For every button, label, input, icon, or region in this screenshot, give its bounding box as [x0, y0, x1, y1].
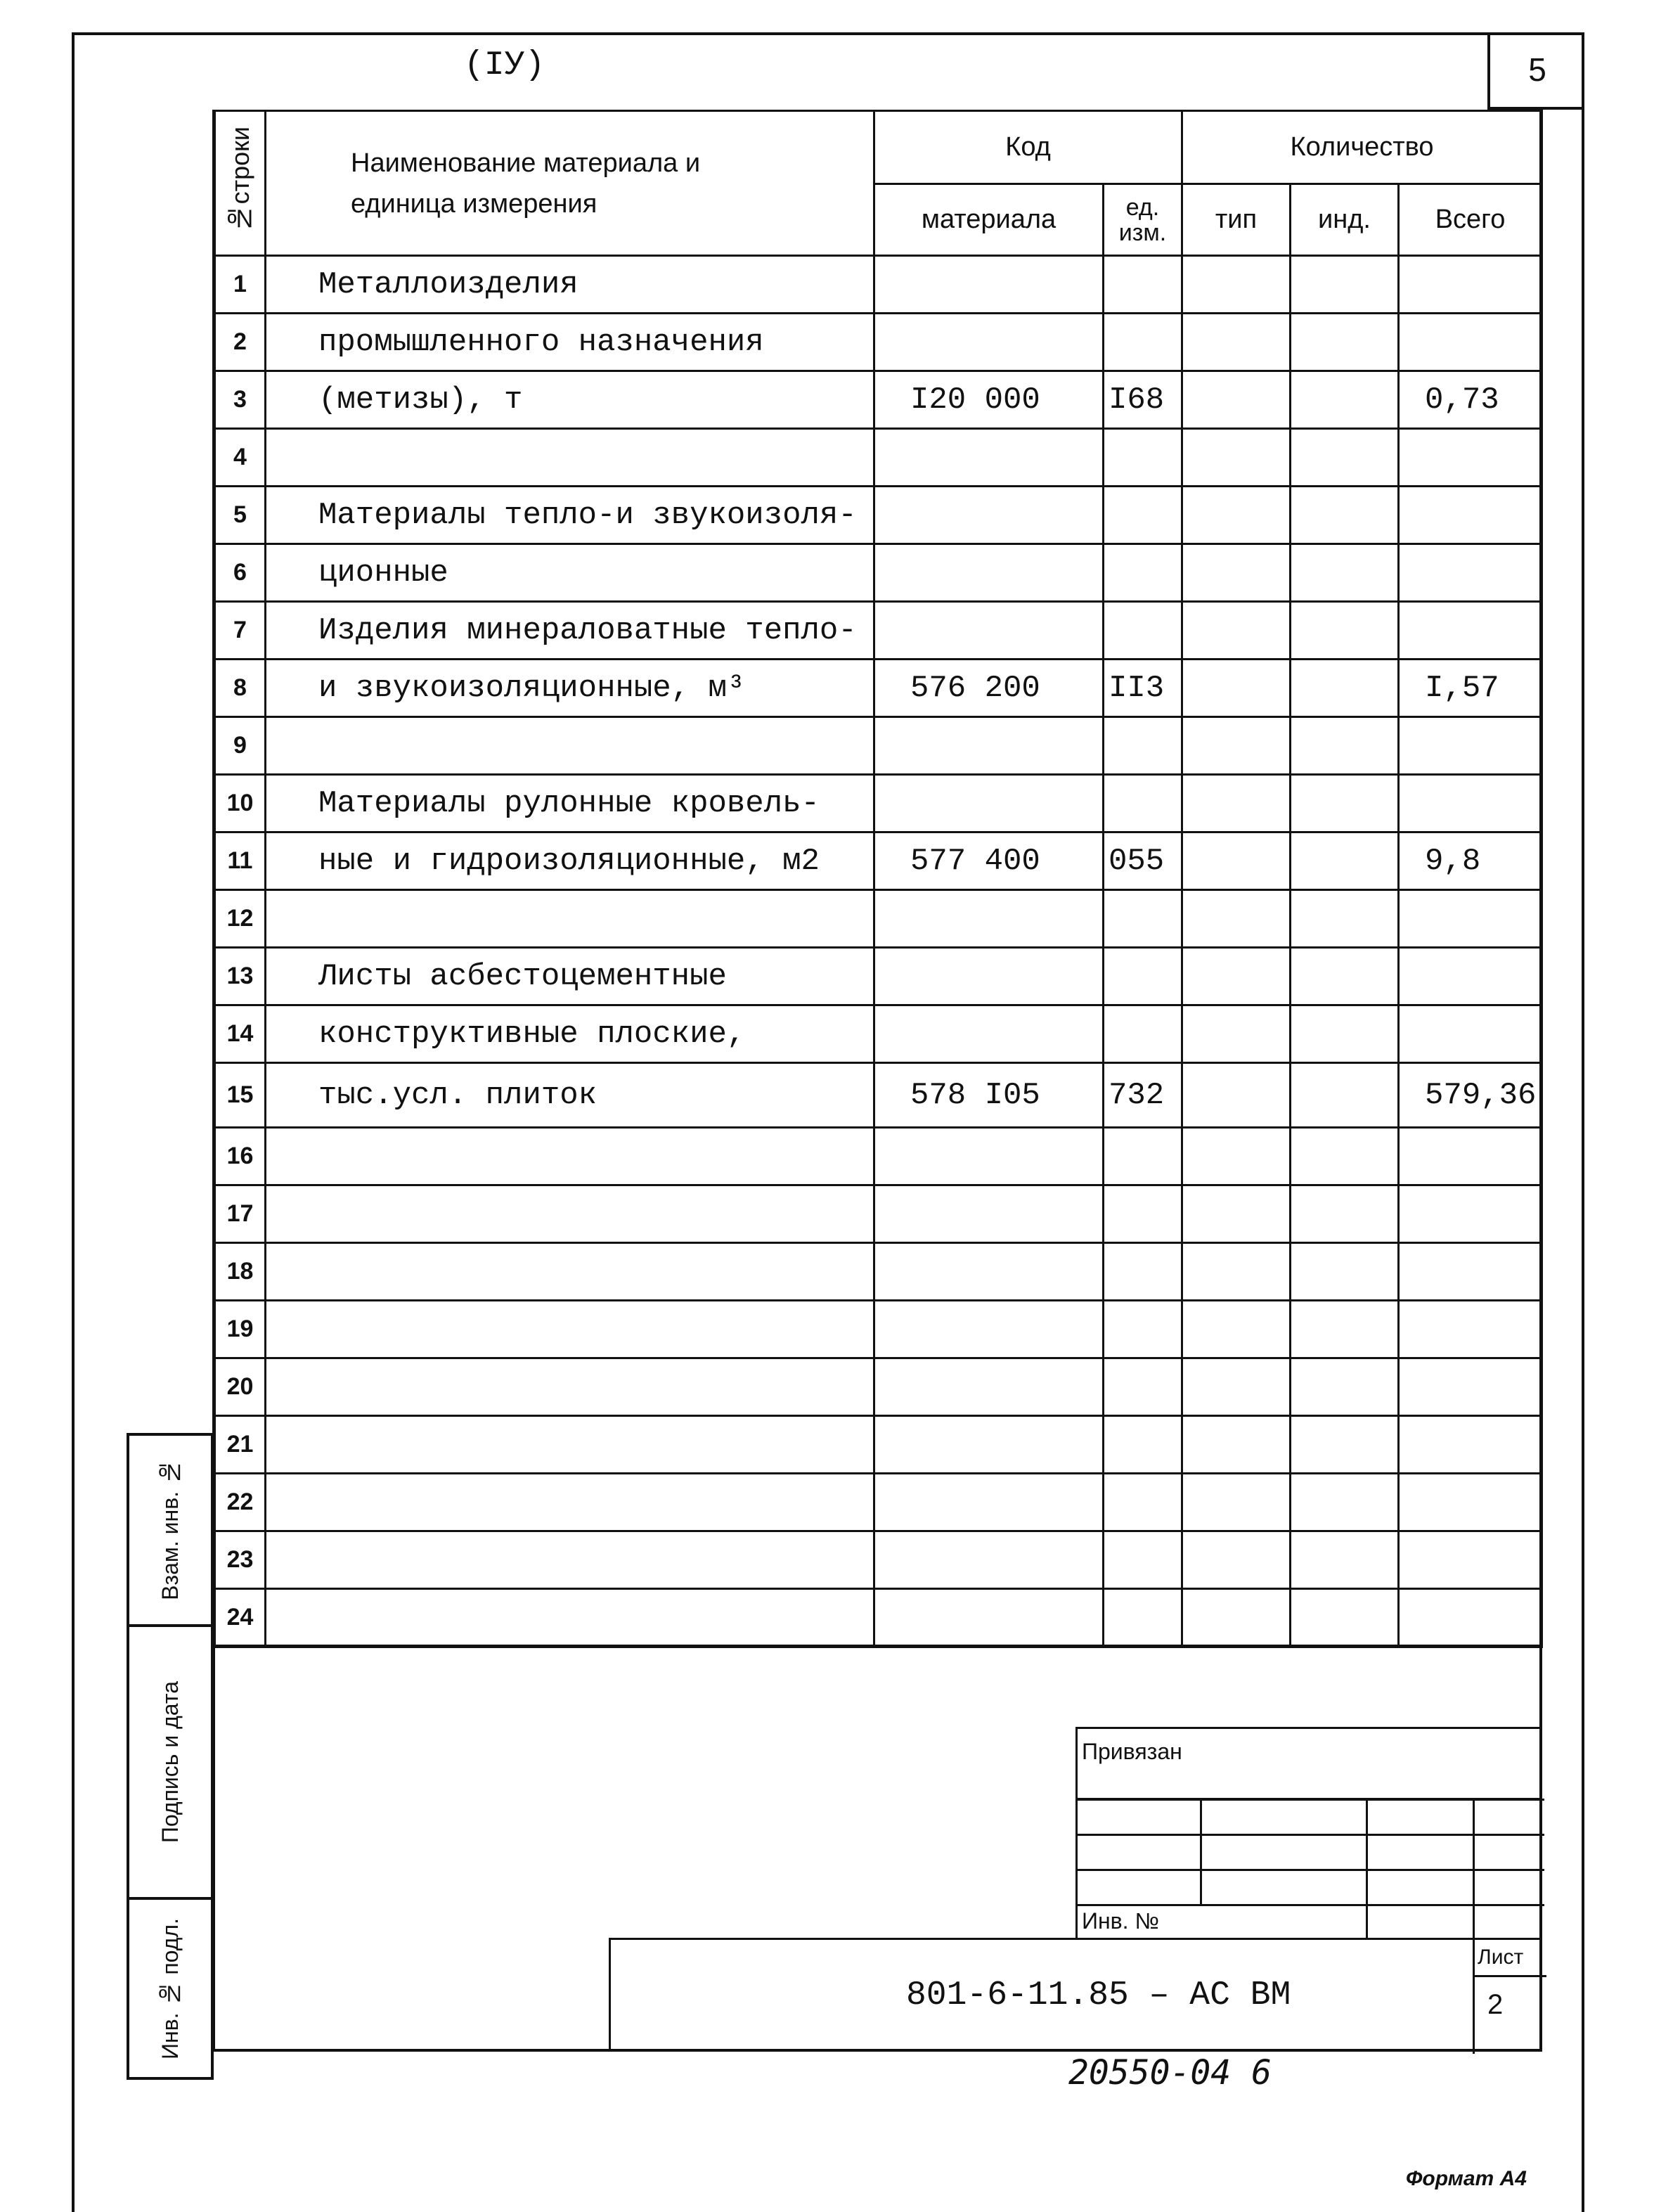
qty-type-cell — [1182, 1358, 1291, 1416]
qty-type-cell — [1182, 1128, 1291, 1185]
doc-code: 801-6-11.85 – АС ВМ — [906, 1976, 1291, 2014]
row-number-cell: 24 — [215, 1589, 266, 1647]
material-code-cell — [874, 1128, 1104, 1185]
qty-ind-cell — [1291, 314, 1399, 371]
material-code-cell — [874, 1301, 1104, 1358]
material-name-cell — [266, 717, 874, 775]
material-name-cell — [266, 1243, 874, 1301]
material-code-cell — [874, 1358, 1104, 1416]
qty-ind-cell — [1291, 948, 1399, 1005]
material-name-cell — [266, 429, 874, 487]
material-code-cell — [874, 1005, 1104, 1063]
inv-no-label: Инв. № — [1082, 1908, 1159, 1934]
qty-ind-cell — [1291, 1589, 1399, 1647]
table-row — [215, 948, 1542, 1005]
qty-ind-cell — [1291, 1185, 1399, 1243]
sheet-number-top: 5 — [1487, 32, 1584, 110]
material-name-cell: Металлоизделия — [266, 256, 874, 314]
format-label: Формат А4 — [1406, 2167, 1527, 2190]
unit-code-cell — [1104, 948, 1182, 1005]
qty-type-cell — [1182, 487, 1291, 544]
row-number-cell: 6 — [215, 544, 266, 602]
section-numeral: (IУ) — [464, 46, 545, 84]
qty-total-cell: I,57 — [1399, 660, 1542, 717]
qty-total-cell — [1399, 1531, 1542, 1589]
material-code-cell — [874, 1589, 1104, 1647]
stamp-orig-inv: Инв. № подл. — [127, 1897, 214, 2080]
row-number-cell: 14 — [215, 1005, 266, 1063]
material-code-cell — [874, 429, 1104, 487]
material-name-cell — [266, 890, 874, 948]
table-row — [215, 544, 1542, 602]
header-quantity-group: Количество — [1182, 111, 1542, 184]
material-name-cell — [266, 1301, 874, 1358]
archive-number: 20550-04 6 — [1068, 2053, 1272, 2092]
table-row — [215, 1416, 1542, 1474]
qty-type-cell — [1182, 314, 1291, 371]
qty-type-cell — [1182, 544, 1291, 602]
qty-total-cell — [1399, 890, 1542, 948]
unit-code-cell — [1104, 717, 1182, 775]
material-name-cell — [266, 1128, 874, 1185]
unit-code-cell — [1104, 256, 1182, 314]
row-number-cell: 11 — [215, 832, 266, 890]
table-row — [215, 429, 1542, 487]
qty-ind-cell — [1291, 1243, 1399, 1301]
qty-ind-cell — [1291, 660, 1399, 717]
unit-code-cell: 732 — [1104, 1063, 1182, 1128]
row-number-cell: 4 — [215, 429, 266, 487]
row-number-cell: 2 — [215, 314, 266, 371]
qty-ind-cell — [1291, 1358, 1399, 1416]
material-name-cell — [266, 1474, 874, 1531]
material-code-cell — [874, 1416, 1104, 1474]
table-row — [215, 890, 1542, 948]
qty-ind-cell — [1291, 890, 1399, 948]
qty-type-cell — [1182, 256, 1291, 314]
list-cell — [1473, 1940, 1544, 2054]
row-number-cell: 10 — [215, 775, 266, 832]
qty-ind-cell — [1291, 544, 1399, 602]
table-row — [215, 660, 1542, 717]
qty-total-cell — [1399, 602, 1542, 660]
row-number-cell: 20 — [215, 1358, 266, 1416]
qty-ind-cell — [1291, 602, 1399, 660]
qty-total-cell — [1399, 1005, 1542, 1063]
qty-total-cell — [1399, 948, 1542, 1005]
qty-ind-cell — [1291, 1301, 1399, 1358]
qty-total-cell — [1399, 1128, 1542, 1185]
material-name-cell — [266, 1358, 874, 1416]
row-number-cell: 1 — [215, 256, 266, 314]
row-number-cell: 5 — [215, 487, 266, 544]
material-name-cell: конструктивные плоские, — [266, 1005, 874, 1063]
qty-total-cell: 0,73 — [1399, 371, 1542, 429]
table-row — [215, 1128, 1542, 1185]
material-code-cell — [874, 717, 1104, 775]
material-code-cell — [874, 544, 1104, 602]
header-qty-type: тип — [1182, 184, 1291, 256]
table-row — [215, 314, 1542, 371]
qty-type-cell — [1182, 832, 1291, 890]
qty-ind-cell — [1291, 1531, 1399, 1589]
qty-type-cell — [1182, 775, 1291, 832]
unit-code-cell — [1104, 544, 1182, 602]
qty-ind-cell — [1291, 717, 1399, 775]
table-row — [215, 1531, 1542, 1589]
qty-ind-cell — [1291, 832, 1399, 890]
qty-ind-cell — [1291, 775, 1399, 832]
approval-grid — [1075, 1799, 1542, 1939]
table-row — [215, 1474, 1542, 1531]
material-name-cell: (метизы), т — [266, 371, 874, 429]
material-name-cell: Изделия минераловатные тепло- — [266, 602, 874, 660]
material-name-cell — [266, 1589, 874, 1647]
table-row — [215, 1243, 1542, 1301]
stamp-signature-date: Подпись и дата — [127, 1624, 214, 1900]
row-number-cell: 3 — [215, 371, 266, 429]
material-code-cell: 577 400 — [874, 832, 1104, 890]
row-number-cell: 9 — [215, 717, 266, 775]
row-number-cell: 19 — [215, 1301, 266, 1358]
qty-ind-cell — [1291, 487, 1399, 544]
unit-code-cell — [1104, 890, 1182, 948]
unit-code-cell: II3 — [1104, 660, 1182, 717]
material-name-cell: промышленного назначения — [266, 314, 874, 371]
material-code-cell — [874, 1185, 1104, 1243]
unit-code-cell — [1104, 775, 1182, 832]
row-number-cell: 15 — [215, 1063, 266, 1128]
unit-code-cell — [1104, 1416, 1182, 1474]
table-row — [215, 256, 1542, 314]
material-name-cell: ционные — [266, 544, 874, 602]
material-name-cell: Материалы рулонные кровель- — [266, 775, 874, 832]
row-number-cell: 12 — [215, 890, 266, 948]
list-number: 2 — [1487, 1989, 1504, 2020]
row-number-cell: 23 — [215, 1531, 266, 1589]
doc-code-box — [609, 1938, 1542, 2052]
row-number-cell: 8 — [215, 660, 266, 717]
table-row — [215, 487, 1542, 544]
qty-type-cell — [1182, 948, 1291, 1005]
qty-ind-cell — [1291, 256, 1399, 314]
unit-code-cell — [1104, 1474, 1182, 1531]
qty-type-cell — [1182, 890, 1291, 948]
unit-code-cell: I68 — [1104, 371, 1182, 429]
qty-type-cell — [1182, 1185, 1291, 1243]
qty-type-cell — [1182, 1301, 1291, 1358]
privyazan-box: Привязан — [1075, 1727, 1542, 1800]
header-code-unit: ед. изм. — [1104, 184, 1182, 256]
qty-total-cell — [1399, 256, 1542, 314]
material-name-cell: тыс.усл. плиток — [266, 1063, 874, 1128]
qty-type-cell — [1182, 1416, 1291, 1474]
material-name-cell: ные и гидроизоляционные, м2 — [266, 832, 874, 890]
qty-type-cell — [1182, 1474, 1291, 1531]
material-code-cell — [874, 256, 1104, 314]
qty-ind-cell — [1291, 1128, 1399, 1185]
qty-total-cell — [1399, 1358, 1542, 1416]
material-code-cell: 576 200 — [874, 660, 1104, 717]
qty-total-cell — [1399, 1301, 1542, 1358]
material-name-cell — [266, 1416, 874, 1474]
material-code-cell — [874, 890, 1104, 948]
material-name-cell: Материалы тепло-и звукоизоля- — [266, 487, 874, 544]
qty-total-cell — [1399, 487, 1542, 544]
material-code-cell — [874, 1474, 1104, 1531]
qty-total-cell — [1399, 429, 1542, 487]
table-row — [215, 1185, 1542, 1243]
header-row-number: №строки — [215, 111, 266, 256]
unit-code-cell: 055 — [1104, 832, 1182, 890]
qty-ind-cell — [1291, 1005, 1399, 1063]
material-code-cell — [874, 1243, 1104, 1301]
unit-code-cell — [1104, 1358, 1182, 1416]
qty-ind-cell — [1291, 1063, 1399, 1128]
qty-total-cell — [1399, 775, 1542, 832]
qty-total-cell — [1399, 1474, 1542, 1531]
qty-type-cell — [1182, 1005, 1291, 1063]
unit-code-cell — [1104, 1301, 1182, 1358]
qty-type-cell — [1182, 1589, 1291, 1647]
table-row — [215, 371, 1542, 429]
side-stamp — [127, 1433, 214, 2059]
qty-total-cell — [1399, 1243, 1542, 1301]
qty-total-cell: 9,8 — [1399, 832, 1542, 890]
table-row — [215, 775, 1542, 832]
qty-type-cell — [1182, 371, 1291, 429]
material-code-cell — [874, 775, 1104, 832]
qty-type-cell — [1182, 660, 1291, 717]
material-name-cell — [266, 1531, 874, 1589]
stamp-replace-inv: Взам. инв. № — [127, 1433, 214, 1627]
table-row — [215, 1589, 1542, 1647]
table-row — [215, 1063, 1542, 1128]
unit-code-cell — [1104, 1005, 1182, 1063]
qty-ind-cell — [1291, 429, 1399, 487]
list-label: Лист — [1478, 1946, 1524, 1969]
header-code-material: материала — [874, 184, 1104, 256]
unit-code-cell — [1104, 1589, 1182, 1647]
unit-code-cell — [1104, 1128, 1182, 1185]
row-number-cell: 18 — [215, 1243, 266, 1301]
table-row — [215, 1005, 1542, 1063]
unit-code-cell — [1104, 602, 1182, 660]
table-row — [215, 832, 1542, 890]
header-code-group: Код — [874, 111, 1182, 184]
materials-spec-table — [214, 110, 1543, 1648]
row-number-cell: 21 — [215, 1416, 266, 1474]
table-row — [215, 1358, 1542, 1416]
qty-total-cell — [1399, 1185, 1542, 1243]
qty-ind-cell — [1291, 371, 1399, 429]
qty-type-cell — [1182, 717, 1291, 775]
unit-code-cell — [1104, 314, 1182, 371]
header-qty-total: Всего — [1399, 184, 1542, 256]
material-name-cell: и звукоизоляционные, м³ — [266, 660, 874, 717]
qty-total-cell — [1399, 1416, 1542, 1474]
qty-total-cell — [1399, 717, 1542, 775]
material-name-cell — [266, 1185, 874, 1243]
qty-type-cell — [1182, 429, 1291, 487]
table-row — [215, 717, 1542, 775]
material-code-cell — [874, 1531, 1104, 1589]
unit-code-cell — [1104, 1185, 1182, 1243]
row-number-cell: 13 — [215, 948, 266, 1005]
material-code-cell — [874, 487, 1104, 544]
material-code-cell — [874, 314, 1104, 371]
qty-type-cell — [1182, 602, 1291, 660]
qty-type-cell — [1182, 1243, 1291, 1301]
qty-type-cell — [1182, 1531, 1291, 1589]
material-code-cell — [874, 948, 1104, 1005]
unit-code-cell — [1104, 1531, 1182, 1589]
row-number-cell: 17 — [215, 1185, 266, 1243]
qty-total-cell — [1399, 314, 1542, 371]
qty-total-cell: 579,36 — [1399, 1063, 1542, 1128]
material-code-cell — [874, 602, 1104, 660]
material-code-cell: 578 I05 — [874, 1063, 1104, 1128]
material-code-cell: I20 000 — [874, 371, 1104, 429]
header-material-name: Наименование материала и единица измерения — [266, 111, 874, 256]
row-number-cell: 7 — [215, 602, 266, 660]
header-qty-ind: инд. — [1291, 184, 1399, 256]
table-row — [215, 1301, 1542, 1358]
qty-ind-cell — [1291, 1416, 1399, 1474]
unit-code-cell — [1104, 1243, 1182, 1301]
table-row — [215, 602, 1542, 660]
row-number-cell: 22 — [215, 1474, 266, 1531]
material-name-cell: Листы асбестоцементные — [266, 948, 874, 1005]
row-number-cell: 16 — [215, 1128, 266, 1185]
qty-total-cell — [1399, 1589, 1542, 1647]
qty-total-cell — [1399, 544, 1542, 602]
unit-code-cell — [1104, 429, 1182, 487]
qty-type-cell — [1182, 1063, 1291, 1128]
qty-ind-cell — [1291, 1474, 1399, 1531]
unit-code-cell — [1104, 487, 1182, 544]
